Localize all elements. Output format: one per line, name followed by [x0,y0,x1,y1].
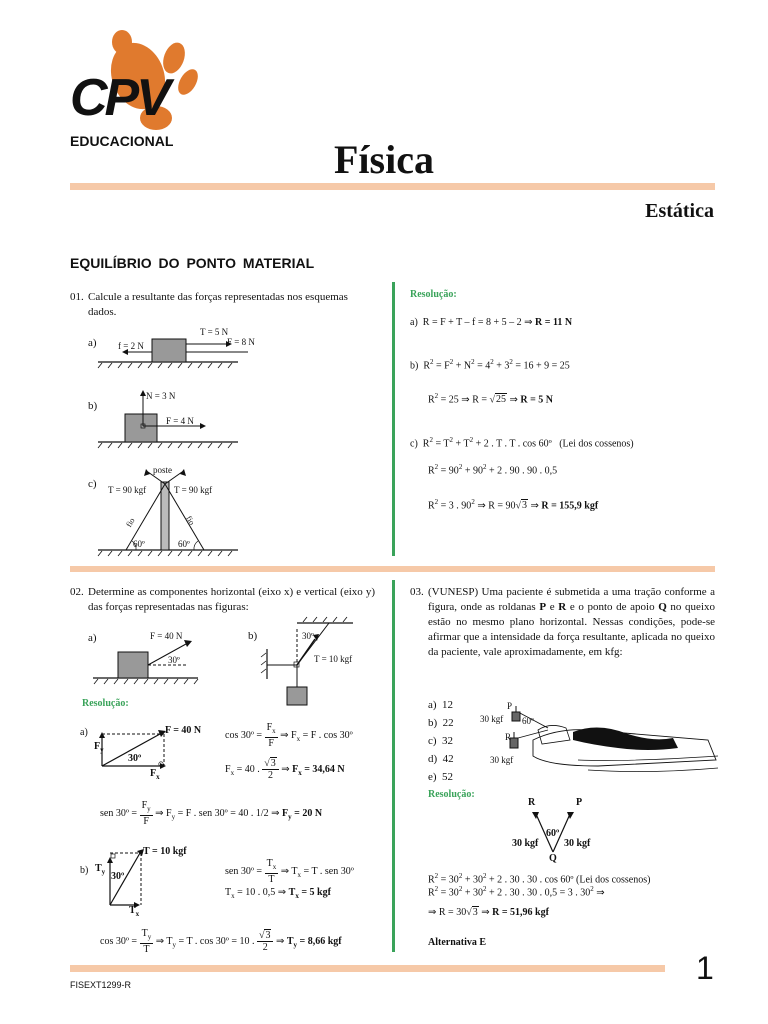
post-label: poste [153,465,172,475]
diag-Q: Q [549,853,557,864]
option[interactable]: c) 32 [428,735,454,747]
figure-01c [88,462,248,562]
angle-right: 60º [178,539,190,549]
wire-right: fio [184,514,197,527]
res01-c3: $R^2 = 3$ . $90^2$ ⇒ R = 90√3 ⇒ R = 155,9 kgf [428,498,599,512]
question-01 [70,290,375,320]
fig-weight-1: 30 kgf [480,714,504,724]
page-title: Física [334,137,434,182]
divider-vertical-2 [392,580,395,952]
label-c: c) [88,478,97,490]
res01-b2: $R^2 = 25$ ⇒ R = √25 ⇒ R = 5 N [428,392,554,406]
res02b-line2: $T_x = 10$ . 0,5 ⇒ $T_x = 5$ kgf [225,887,331,900]
question-text: (VUNESP) Uma paciente é submetida a uma tração conforme a figura, onde as roldanas P e R e o ponto de apoio Q no queixo estão no mesmo plano horizontal. Nessas condições, pode-se afirmar que a intensidade da força resultante, aplicada no queixo da paciente, vale aproximadamente, em kfg: [428,586,715,658]
force-F-02a: F = 40 N [150,631,183,641]
resolution-02-title: Resolução: [82,698,129,709]
fig-weight-2: 30 kgf [490,755,514,765]
force-F: F = 8 N [227,337,255,347]
fig-R: R [505,732,512,742]
option[interactable]: b) 22 [428,717,454,729]
option[interactable]: a) 12 [428,699,454,711]
diag-w2: 30 kgf [564,838,591,849]
options-list [428,696,454,786]
res02a-Fx: $F_x$ [150,768,160,781]
wire-left: fio [124,516,137,529]
res02b-line1: sen 30º = $\frac{T_x}{T}$ ⇒ $T_x = T$ . sen 30º [225,858,354,885]
label-b: b) [248,630,258,642]
question-number: 01. [70,291,84,303]
res02-b-diagram: b) [80,845,210,923]
divider-vertical-1 [392,282,395,556]
res02-a-diagram: a) [80,722,210,784]
question-02 [70,585,375,615]
angle-02b: 30º [302,631,314,641]
diag-P: P [576,797,583,808]
diag-w1: 30 kgf [512,838,539,849]
label-b: b) [88,400,98,412]
footer-divider [70,965,665,972]
res03-line1: $R^2 = 30^2 + 30^2 + 2$ . 30 . 30 . cos 60º (Lei dos cossenos) [428,872,651,886]
res01-a: a) R = F + T – f = 8 + 5 – 2 ⇒ R = 11 N [410,317,573,328]
res02a-Fy: $F_y$ [94,741,104,754]
vector-diagram-03 [510,800,610,870]
label-a: a) [88,337,97,349]
resolution-01-title: Resolução: [410,289,457,300]
res02b-angle: 30º [111,871,125,882]
resolution-03-title: Resolução: [428,789,475,800]
res01-c2: $R^2 = 90^2 + 90^2 + 2$ . 90 . 90 . 0,5 [428,463,558,477]
res02a-line1: cos 30º = $\frac{F_x}{F}$ ⇒ $F_x = F$ . cos 30º [225,722,353,749]
res02a-F: F = 40 N [165,725,202,736]
diag-R: R [528,797,536,808]
res03-line2: $R^2 = 30^2 + 30^2 + 2$ . 30 . 30 . 0,5 = 3 . $30^2$ ⇒ [428,885,605,899]
option[interactable]: e) 52 [428,771,454,783]
question-text: Determine as componentes horizontal (eixo x) e vertical (eixo y) das forças representadas nas figuras: [88,586,375,613]
tension-right: T = 90 kgf [174,485,213,495]
traction-figure [478,700,723,780]
diag-angle: 60º [546,828,560,839]
logo [66,28,206,148]
res01-b1: b) $R^2 = F^2 + N^2 = 4^2 + 3^2 = 16 + 9 = 25$ [410,358,570,372]
page-subtitle: Estática [645,200,714,222]
section-title: EQUILÍBRIO DO PONTO MATERIAL [70,255,315,271]
mid-divider [70,566,715,572]
question-number: 02. [70,586,84,598]
angle-02a: 30º [168,655,180,665]
question-03 [410,585,715,660]
label-a: a) [88,632,97,644]
logo-text: CPV [70,69,168,127]
res02a-line3: sen 30º = $\frac{F_y}{F}$ ⇒ $F_y = F$ . sen 30º = 40 . 1/2 ⇒ $F_y = 20$ N [100,800,323,827]
force-f: f = 2 N [118,341,144,351]
fig-angle: 60º [522,716,534,726]
answer: Alternativa E [428,937,487,948]
res02b-T: T = 10 kgf [143,846,187,857]
angle-left: 60º [133,539,145,549]
brand-name: EDUCACIONAL [70,133,174,149]
res02b-line3: cos 30º = $\frac{T_y}{T}$ ⇒ $T_y = T$ . cos 30º = 10 . $\frac{√3}{2}$ ⇒ $T_y = 8,66$ kgf [100,928,342,955]
res02a-line2: $F_x = 40$ . $\frac{√3}{2}$ ⇒ $F_x = 34,64$ N [225,758,345,781]
question-text: Calcule a resultante das forças representadas nos esquemas dados. [88,291,348,318]
page-number: 1 [696,950,714,986]
res02b-Tx: $T_x$ [129,905,140,918]
force-t: T = 5 N [200,327,229,337]
tension-left: T = 90 kgf [108,485,147,495]
tension-02b: T = 10 kgf [314,654,353,664]
fig-P: P [507,701,513,711]
force-F-b: F = 4 N [166,416,194,426]
force-N: N = 3 N [146,391,176,401]
header-divider [70,183,715,190]
res02a-angle: 30º [128,753,142,764]
res03-line3: ⇒ R = 30√3 ⇒ R = 51,96 kgf [428,907,549,918]
option[interactable]: d) 42 [428,753,454,765]
footer-code: FISEXT1299-R [70,980,132,990]
res02b-Ty: $T_y$ [95,863,106,876]
question-number: 03. [410,586,424,598]
res01-c1: c) $R^2 = T^2 + T^2 + 2$ . T . T . cos 60º (Lei dos cossenos) [410,436,634,450]
